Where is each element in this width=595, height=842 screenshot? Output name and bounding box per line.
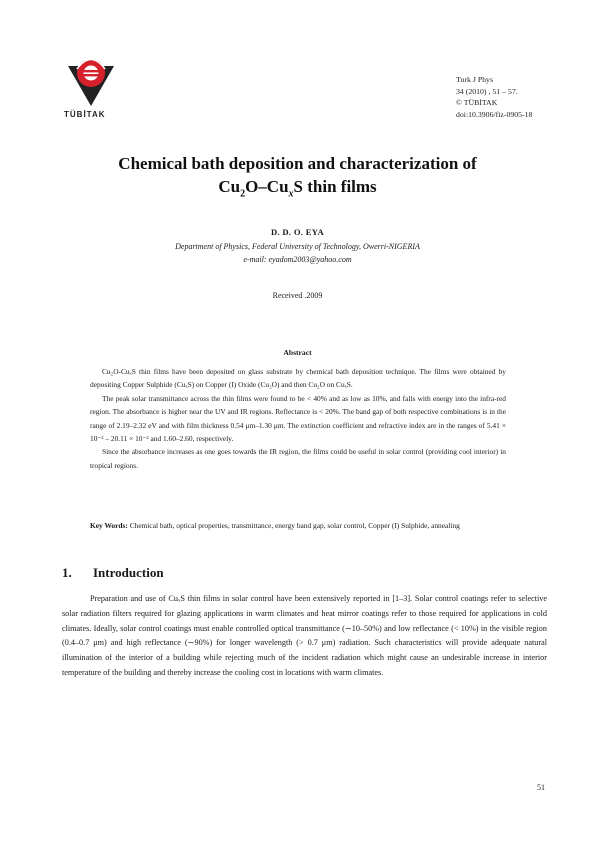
abstract-body xyxy=(90,365,506,472)
section-heading-introduction xyxy=(62,565,164,581)
section-title: Introduction xyxy=(93,565,164,580)
page-number: 51 xyxy=(537,783,545,792)
abstract-paragraph: The peak solar transmittance across the thin films were found to be < 40% and as low as 10%, and falls with energy into the infra-red region. The absorbance is higher near the UV and IR regions. Reflectance is < 20%. The band gap of both respective combinations is in the range of 2.19–2.32 eV and with film thickness 0.54 μm–1.30 μm. The extinction coefficient and refractive index are in the ranges of 5.41 × 10⁻² – 20.11 × 10⁻² and 1.60–2.60, respectively. xyxy=(90,393,506,444)
abstract-heading: Abstract xyxy=(283,348,312,357)
abstract-paragraph: Since the absorbance increases as one goes towards the IR region, the films could be useful in solar control (providing cool interior) in tropical regions. xyxy=(90,447,506,470)
tubitak-emblem-icon xyxy=(64,52,120,108)
author-name: D. D. O. EYA xyxy=(271,227,324,237)
paper-title xyxy=(40,152,555,205)
paper-title-line2: $Cu_2O-Cu_xS$ thin films xyxy=(218,177,377,200)
paper-title-line1: Chemical bath deposition and characterization of xyxy=(118,154,477,173)
keywords-text: Chemical bath, optical properties, transmittance, energy band gap, solar control, Copper (I) Sulphide, annealing xyxy=(127,521,460,530)
affiliation-block xyxy=(0,241,595,266)
journal-copyright: © TÜBİTAK xyxy=(456,98,498,108)
journal-info xyxy=(456,74,591,120)
keywords-label: Key Words: xyxy=(90,521,128,530)
journal-name: Turk J Phys xyxy=(456,75,493,84)
author-email: e-mail: eyadom2003@yahoo.com xyxy=(243,254,352,264)
tubitak-logo-label: TÜBİTAK xyxy=(64,110,106,119)
introduction-paragraph: Preparation and use of CuₓS thin films in solar control have been extensively reported in [1–3]. Solar control coatings refer to selective solar radiation filters required for glazing applications in warm climates and heat mirror coatings refer to those required for applications in cold climates. Ideally, solar control coatings must enable controlled optical transmittance (∼10–50%) and low reflectance (< 10%) in the visible region (0.4–0.7 μm) and high reflectance (∼90%) for longer wavelength (> 0.7 μm) radiation. Such characteristics will provide adequate natural illumination of the interior of a building while rejecting much of the incident radiation which might cause an undesirable increase in interior temperature of the building and thereby increase the cooling cost in locations with warm climates. xyxy=(62,594,547,677)
received-date: Received .2009 xyxy=(272,291,323,300)
tubitak-logo xyxy=(64,52,114,122)
affiliation: Department of Physics, Federal University of Technology, Owerri-NIGERIA xyxy=(175,242,420,251)
journal-volume: 34 (2010) , 51 – 57. xyxy=(456,86,518,96)
journal-doi: doi:10.3906/fiz-0905-18 xyxy=(456,109,533,119)
section-number: 1. xyxy=(62,565,72,580)
abstract-paragraph: Cu₂O-CuₓS thin films have been deposited on glass substrate by chemical bath deposition technique. The films were obtained by depositing Copper Sulphide (CuₓS) on Copper (I) Oxide (Cu₂O) and then Cu₂O on CuₓS. xyxy=(90,367,506,390)
keywords xyxy=(90,519,506,532)
